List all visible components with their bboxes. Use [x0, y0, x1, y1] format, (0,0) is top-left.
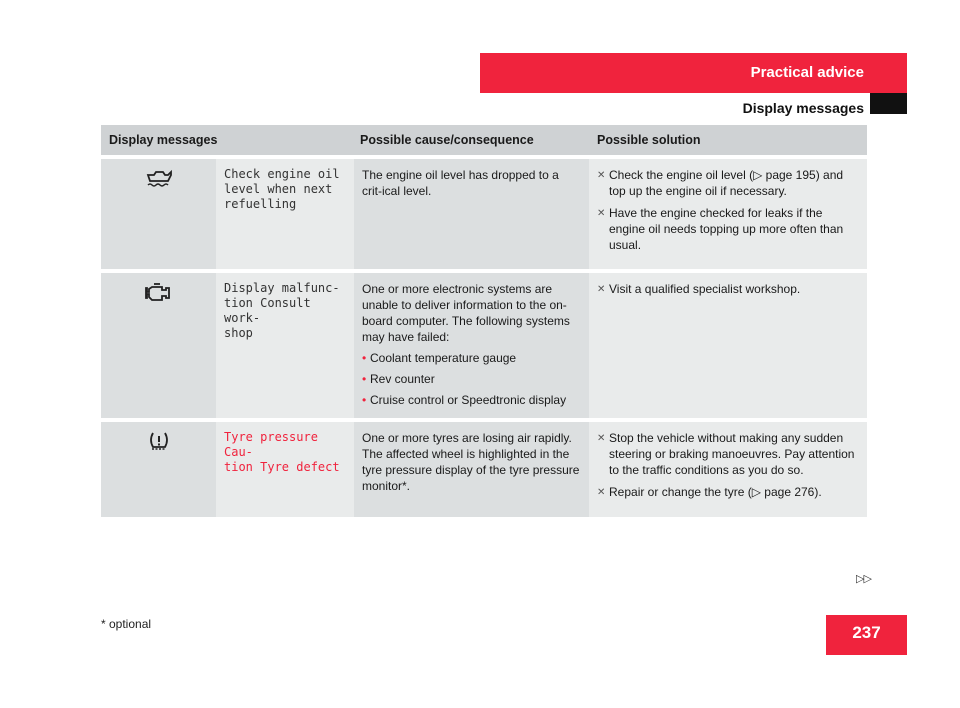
solution-item: ✕ Visit a qualified specialist workshop. [597, 282, 801, 296]
header-display-messages: Display messages [109, 133, 218, 147]
check-engine-icon [101, 273, 216, 418]
solution-cell [589, 422, 867, 517]
solution-item: ✕ Repair or change the tyre (▷ page 276). [597, 485, 822, 499]
solution-item: ✕ Check the engine oil level (▷ page 195) and top up the engine oil if necessary. [597, 168, 844, 198]
message-text: Check engine oil level when next refuelling [216, 159, 354, 269]
cause-bullet: • Coolant temperature gauge [362, 351, 517, 365]
cause-bullet: • Cruise control or Speedtronic display [362, 393, 567, 407]
solution-cell [589, 159, 867, 269]
table-row [101, 155, 867, 269]
bullet-arrow-icon: ✕ [597, 170, 606, 181]
bullet-arrow-icon: ✕ [597, 487, 606, 498]
engine-oil-icon [101, 159, 216, 269]
table-row [101, 269, 867, 418]
solution-cell [589, 273, 867, 418]
table-header [101, 125, 867, 155]
page-number: 237 [826, 615, 907, 655]
cause-cell [354, 422, 589, 517]
subsection-title: Display messages [742, 100, 864, 116]
bullet-arrow-icon: ✕ [597, 284, 606, 295]
bullet-arrow-icon: ✕ [597, 208, 606, 219]
header-possible-solution: Possible solution [597, 133, 701, 147]
bullet-arrow-icon: ✕ [597, 433, 606, 444]
page-tab-marker [870, 93, 907, 114]
cause-cell [354, 159, 589, 269]
section-title: Practical advice [750, 64, 864, 81]
cause-text: One or more electronic systems are unable to deliver information to the on-board computer. The following systems may have failed: [362, 282, 570, 344]
cause-text: The engine oil level has dropped to a crit-ical level. [362, 168, 559, 198]
display-messages-table [101, 125, 867, 517]
solution-item: ✕ Have the engine checked for leaks if the engine oil needs topping up more often than usual. [597, 206, 844, 252]
table-row [101, 418, 867, 517]
header-possible-cause: Possible cause/consequence [360, 133, 534, 147]
continue-marker-icon: ▷▷ [856, 573, 871, 585]
cause-text: One or more tyres are losing air rapidly. The affected wheel is highlighted in the tyre pressure display of the tyre pressure monitor*. [362, 431, 580, 493]
footnote: * optional [101, 617, 152, 631]
cause-cell [354, 273, 589, 418]
tyre-pressure-icon [101, 422, 216, 517]
message-text: Tyre pressure Cau- tion Tyre defect [216, 422, 354, 517]
message-text: Display malfunc- tion Consult work- shop [216, 273, 354, 418]
cause-bullet: • Rev counter [362, 372, 435, 386]
solution-item: ✕ Stop the vehicle without making any sudden steering or braking manoeuvres. Pay attention to the traffic conditions as you do so. [597, 431, 855, 477]
